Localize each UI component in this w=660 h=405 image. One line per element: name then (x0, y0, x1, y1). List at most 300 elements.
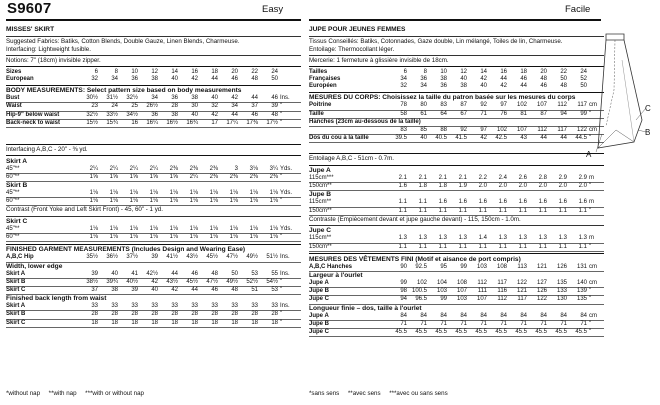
table-cell: 1.3 (567, 235, 587, 243)
table-row (309, 280, 604, 288)
table-cell: 1.6 (507, 199, 527, 207)
table-cell: 53 (238, 271, 258, 279)
table-cell: 44 (218, 111, 238, 119)
unit-cell: " (587, 288, 604, 296)
table-cell: 99 (427, 296, 447, 304)
table-cell: 84 (407, 313, 427, 321)
row-label: Skirt B (6, 311, 78, 319)
table-cell: 22 (560, 68, 567, 75)
row-label: 115cm*** (309, 175, 387, 183)
unit-cell: Ins. (278, 95, 301, 103)
measurement-table (6, 303, 301, 328)
table-cell: 32 (91, 75, 98, 82)
divider (6, 155, 301, 156)
measurement-table (309, 69, 604, 91)
table-cell: 1⅛ (118, 226, 138, 234)
width-title: Largeur à l'ourlet (309, 272, 363, 280)
table-row (6, 198, 301, 206)
table-cell: 18 (138, 319, 158, 327)
table-cell: 48 (560, 83, 567, 90)
table-cell: 104 (427, 280, 447, 288)
table-cell: 40 (198, 95, 218, 103)
table-cell: 2¼ (98, 166, 118, 174)
pattern-number: S9607 (7, 0, 52, 17)
table-cell: 2¼ (178, 173, 198, 181)
table-cell: 87 (527, 110, 547, 118)
divider (309, 253, 604, 254)
divider (309, 165, 604, 166)
footnote: ***with or without nap (85, 390, 144, 397)
table-cell: 46 (231, 75, 238, 82)
table-cell: 32½ (118, 95, 138, 103)
table-cell: 1.6 (547, 199, 567, 207)
table-cell: 1⅛ (238, 198, 258, 206)
table-cell: 44 (211, 75, 218, 82)
table-cell: 43 (507, 135, 527, 143)
unit-cell (278, 69, 301, 76)
yardage-view-label: Jupe A (309, 167, 331, 174)
table-cell: 39 (138, 254, 158, 262)
table-cell: 1⅛ (258, 226, 278, 234)
table-cell: 37½ (118, 254, 138, 262)
table-cell: 1⅛ (258, 234, 278, 242)
table-row (6, 173, 301, 181)
measurement-table (309, 280, 604, 305)
table-cell: 1⅛ (78, 198, 98, 206)
measurement-table (6, 254, 301, 262)
table-cell: 28 (158, 311, 178, 319)
row-label: Skirt A (6, 303, 78, 311)
table-cell: 2.9 (547, 175, 567, 183)
measurement-table (6, 95, 301, 128)
table-cell: 71 (487, 320, 507, 328)
table-cell: 84 (547, 313, 567, 321)
table-cell: 34 (111, 75, 118, 82)
row-label: Skirt B (6, 278, 78, 286)
table-cell: 1.4 (467, 235, 487, 243)
table-cell: 1⅛ (178, 226, 198, 234)
table-cell: 36 (138, 111, 158, 119)
table-row (6, 76, 301, 83)
table-cell: 28 (238, 311, 258, 319)
table-cell: 107 (447, 288, 467, 296)
table-cell: 1⅛ (178, 190, 198, 198)
divider (309, 66, 604, 67)
table-cell: 71 (547, 320, 567, 328)
table-cell (527, 118, 547, 126)
table-cell: 45½ (178, 278, 198, 286)
table-cell: 1.1 (507, 207, 527, 215)
table-cell: 51½ (258, 254, 278, 262)
table-cell: 97 (467, 127, 487, 135)
table-cell: 71 (467, 320, 487, 328)
table-cell: 28 (178, 311, 198, 319)
table-cell (547, 118, 567, 126)
row-label: Tailles (309, 68, 328, 75)
table-cell: 1.1 (387, 243, 407, 251)
unit-cell: " (587, 296, 604, 304)
table-cell: 39.5 (387, 135, 407, 143)
table-cell: 46 (520, 75, 527, 82)
table-cell: 100.5 (407, 288, 427, 296)
table-cell: 1⅛ (118, 234, 138, 242)
table-cell: 121 (507, 288, 527, 296)
table-cell: 48 (258, 111, 278, 119)
table-cell: 28 (78, 311, 98, 319)
table-cell: 121 (527, 264, 547, 272)
row-label (309, 127, 387, 135)
table-cell: 18 (198, 319, 218, 327)
table-cell: 122 (507, 280, 527, 288)
table-cell: 17¼ (218, 119, 238, 127)
table-cell: 1⅝ (138, 173, 158, 181)
table-cell: 97 (487, 102, 507, 110)
table-cell: 98 (387, 288, 407, 296)
unit-cell: Yds. (278, 166, 301, 174)
yardage-view-label: Skirt C (6, 218, 28, 225)
suggested-fabrics: Suggested Fabrics: Batiks, Cotton Blends, Double Gauze, Linen Blends, Charmeuse. (6, 38, 240, 45)
table-cell: 1⅛ (158, 226, 178, 234)
table-cell: 2.0 (527, 183, 547, 191)
table-cell: 117 (567, 102, 587, 110)
measurement-table (6, 190, 301, 206)
table-cell: 103 (447, 296, 467, 304)
sketch-label-b: B (645, 128, 651, 137)
table-cell: 40 (171, 75, 178, 82)
divider (6, 66, 301, 67)
sketch-label-c: C (645, 104, 651, 113)
table-cell: 103 (427, 288, 447, 296)
table-row (6, 271, 301, 279)
table-cell: 42 (198, 111, 218, 119)
table-cell: 71 (427, 320, 447, 328)
table-cell: 1.1 (387, 207, 407, 215)
table-cell: 44 (527, 135, 547, 143)
table-cell: 103 (467, 264, 487, 272)
table-cell: 38 (440, 75, 447, 82)
table-cell: 18 (78, 319, 98, 327)
unit-cell: cm (587, 280, 604, 288)
table-cell: 99 (387, 280, 407, 288)
sketch-label-a: A (586, 150, 592, 159)
table-cell: 1.1 (447, 207, 467, 215)
table-cell: 49½ (238, 254, 258, 262)
table-cell: 24 (98, 103, 118, 111)
unit-cell: " (587, 135, 604, 143)
table-cell: 1⅛ (138, 198, 158, 206)
table-cell: 50 (560, 75, 567, 82)
table-cell: 80 (407, 102, 427, 110)
english-column (6, 26, 301, 328)
table-cell: 71 (567, 320, 587, 328)
table-cell: 38½ (78, 278, 98, 286)
table-cell: 18 (211, 68, 218, 75)
table-cell: 33 (238, 303, 258, 311)
finished-measurements-title: MESURES DES VÊTEMENTS FINI (Motif et aisance de port compris) (309, 255, 521, 263)
row-label: Jupe A (309, 280, 387, 288)
table-cell: 28 (158, 103, 178, 111)
table-cell: 44 (158, 271, 178, 279)
table-cell: 1⅛ (158, 198, 178, 206)
table-cell: 71 (407, 320, 427, 328)
table-cell: 99 (447, 264, 467, 272)
table-cell: 1.1 (467, 207, 487, 215)
table-row (6, 319, 301, 327)
suggested-fabrics: Tissus Conseillés: Batiks, Cotonnades, Gaze double, Lin mélangé, Toiles de lin, Charmeuse. (309, 38, 563, 45)
table-cell: 26½ (138, 103, 158, 111)
table-cell: 126 (527, 288, 547, 296)
table-cell: 1.8 (427, 183, 447, 191)
table-cell: 1.3 (527, 235, 547, 243)
table-cell: 28 (218, 311, 238, 319)
table-row (309, 199, 604, 207)
table-cell: 1⅛ (118, 190, 138, 198)
table-cell: 1⅝ (98, 173, 118, 181)
table-cell: 20 (540, 68, 547, 75)
table-cell: 18 (178, 319, 198, 327)
table-cell: 140 (567, 280, 587, 288)
table-cell: 94 (387, 296, 407, 304)
table-cell: 48 (218, 287, 238, 295)
footnote: **with nap (48, 390, 77, 397)
table-cell: 1⅛ (198, 198, 218, 206)
notions-info: Mercerie: 1 fermeture à glissière invisible de 18cm. (309, 57, 449, 65)
measurement-table (6, 166, 301, 182)
unit-cell: cm (587, 102, 604, 110)
interfacing-info: Interfacing: Lightweight fusible. (6, 45, 91, 53)
table-cell: 126 (547, 264, 567, 272)
table-cell: 135 (567, 296, 587, 304)
table-row (309, 127, 604, 135)
table-cell: 18 (118, 319, 138, 327)
table-cell: 46 (238, 111, 258, 119)
table-cell: 18 (98, 319, 118, 327)
table-cell: 1⅛ (178, 198, 198, 206)
table-cell: 102 (407, 280, 427, 288)
measurement-table (309, 199, 604, 215)
row-label: 150cm** (309, 183, 387, 191)
table-cell: 33 (78, 303, 98, 311)
finished-measurements-title: FINISHED GARMENT MEASUREMENTS (Includes Design and Wearing Ease) (6, 246, 246, 254)
table-cell: 117 (507, 296, 527, 304)
table-cell: 1⅛ (98, 234, 118, 242)
table-cell: 67 (447, 110, 467, 118)
table-cell: 15½ (78, 119, 98, 127)
row-label: 115cm** (309, 235, 387, 243)
table-cell: 12 (151, 68, 158, 75)
table-cell: 2.0 (547, 183, 567, 191)
unit-cell: " (278, 311, 301, 319)
table-cell: 43½ (178, 254, 198, 262)
row-label: Back-neck to waist (6, 119, 78, 127)
table-cell: 1⅛ (78, 234, 98, 242)
table-cell: 1.1 (567, 207, 587, 215)
table-cell: 18 (238, 319, 258, 327)
table-cell: 2¼ (78, 166, 98, 174)
table-cell: 30 (178, 103, 198, 111)
measurement-table (309, 264, 604, 272)
table-cell: 47½ (198, 278, 218, 286)
table-cell: 53 (258, 287, 278, 295)
row-label: Jupe A (309, 313, 387, 321)
table-cell: 1⅛ (138, 226, 158, 234)
table-row (6, 311, 301, 319)
unit-cell: " (278, 287, 301, 295)
table-cell: 112 (547, 102, 567, 110)
table-cell: 1.1 (567, 243, 587, 251)
unit-cell: m (587, 175, 604, 183)
table-cell: 16¾ (178, 119, 198, 127)
row-label: Skirt A (6, 271, 78, 279)
table-cell: 42 (218, 95, 238, 103)
divider (6, 55, 301, 56)
table-cell: 34 (218, 103, 238, 111)
table-cell: 1⅛ (158, 234, 178, 242)
row-label: Skirt C (6, 319, 78, 327)
table-cell (447, 118, 467, 126)
table-row (309, 118, 604, 126)
table-cell: 2⅜ (238, 173, 258, 181)
table-cell: 2.9 (567, 175, 587, 183)
table-cell: 84 (447, 313, 467, 321)
table-cell: 1.1 (467, 243, 487, 251)
table-cell: 15¾ (98, 119, 118, 127)
divider (6, 216, 301, 217)
garment-title: MISSES' SKIRT (6, 26, 55, 33)
table-cell: 50 (218, 271, 238, 279)
garment-title: JUPE POUR JEUNES FEMMES (309, 26, 406, 33)
table-cell: 38 (178, 95, 198, 103)
table-cell: 1⅛ (218, 234, 238, 242)
table-cell (567, 118, 587, 126)
table-cell: 2.2 (467, 175, 487, 183)
table-cell: 1.1 (527, 243, 547, 251)
table-cell: 45½ (198, 254, 218, 262)
table-cell: 6 (94, 68, 98, 75)
interfacing-yardage: Entoilage A,B,C - 51cm - 0.7m. (309, 155, 394, 163)
table-cell: 94 (547, 110, 567, 118)
table-cell: 45.5 (507, 329, 527, 337)
table-cell: 30½ (78, 95, 98, 103)
row-label: 60"** (6, 173, 78, 181)
row-label: 60"** (6, 198, 78, 206)
table-row (6, 278, 301, 286)
table-cell: 1⅛ (258, 190, 278, 198)
table-cell: 78 (387, 102, 407, 110)
table-cell: 44 (238, 95, 258, 103)
table-cell (467, 118, 487, 126)
table-cell: 1.1 (547, 243, 567, 251)
table-cell: 95 (427, 264, 447, 272)
table-cell: 16 (500, 68, 507, 75)
table-cell: 1⅛ (118, 198, 138, 206)
length-title: Longueur finie – dos, taille à l'ourlet (309, 304, 422, 312)
table-cell: 1⅛ (198, 226, 218, 234)
table-cell: 25 (118, 103, 138, 111)
table-row (6, 69, 301, 76)
unit-cell: " (278, 119, 301, 127)
table-cell: 1⅛ (178, 234, 198, 242)
table-cell: 58 (387, 110, 407, 118)
table-cell: 42 (480, 75, 487, 82)
table-cell: 40 (178, 111, 198, 119)
table-cell: 88 (427, 127, 447, 135)
table-cell: 39 (78, 271, 98, 279)
interfacing-yardage: Interfacing A,B,C - 20" - ⅜ yd. (6, 146, 88, 153)
table-cell: 24 (580, 68, 587, 75)
table-cell: 1.1 (387, 199, 407, 207)
table-cell: 2⅜ (218, 173, 238, 181)
table-cell: 28 (258, 311, 278, 319)
unit-cell: m (587, 235, 604, 243)
unit-cell: " (587, 329, 604, 337)
table-cell: 133 (547, 288, 567, 296)
table-cell: 47½ (218, 254, 238, 262)
table-cell: 83 (427, 102, 447, 110)
table-row (309, 313, 604, 321)
table-cell: 8 (423, 68, 427, 75)
table-cell: 1⅛ (218, 226, 238, 234)
table-cell: 83 (387, 127, 407, 135)
unit-cell: m (587, 199, 604, 207)
table-cell: 40.5 (427, 135, 447, 143)
table-row (309, 76, 604, 83)
table-cell: 3⅛ (238, 166, 258, 174)
footnote: **avec sens (347, 390, 381, 397)
table-cell: 2.0 (507, 183, 527, 191)
table-cell: 2¼ (118, 166, 138, 174)
table-cell: 71 (527, 320, 547, 328)
table-cell: 1.6 (447, 199, 467, 207)
unit-cell: " (278, 198, 301, 206)
table-cell: 1⅛ (198, 190, 218, 198)
table-cell: 40 (98, 271, 118, 279)
table-cell: 38 (158, 111, 178, 119)
row-label: Skirt C (6, 287, 78, 295)
table-cell: 3¼ (258, 166, 278, 174)
table-cell: 1.1 (527, 207, 547, 215)
table-cell: 1⅛ (98, 198, 118, 206)
table-cell: 46 (178, 271, 198, 279)
table-cell: 1⅝ (78, 173, 98, 181)
table-cell: 102 (507, 102, 527, 110)
table-row (309, 320, 604, 328)
table-cell: 1.1 (547, 207, 567, 215)
table-cell: 102 (487, 127, 507, 135)
table-cell: 2⅜ (158, 166, 178, 174)
table-cell: 96.5 (407, 296, 427, 304)
table-cell: 2.0 (467, 183, 487, 191)
table-cell: 2.4 (487, 175, 507, 183)
table-row (6, 103, 301, 111)
table-cell: 45.5 (447, 329, 467, 337)
table-cell: 1⅛ (78, 190, 98, 198)
table-cell: 37 (78, 287, 98, 295)
table-cell: 1.6 (427, 199, 447, 207)
table-cell: 33 (198, 303, 218, 311)
table-cell: 22 (251, 68, 258, 75)
table-cell: 33 (98, 303, 118, 311)
table-cell: 92 (447, 127, 467, 135)
row-label: 150cm** (309, 207, 387, 215)
table-cell: 84 (527, 313, 547, 321)
measurement-table (6, 271, 301, 296)
table-row (309, 83, 604, 90)
table-cell: 1.1 (427, 207, 447, 215)
table-cell: 10 (131, 68, 138, 75)
table-cell: 18 (258, 319, 278, 327)
table-cell: 33 (218, 303, 238, 311)
